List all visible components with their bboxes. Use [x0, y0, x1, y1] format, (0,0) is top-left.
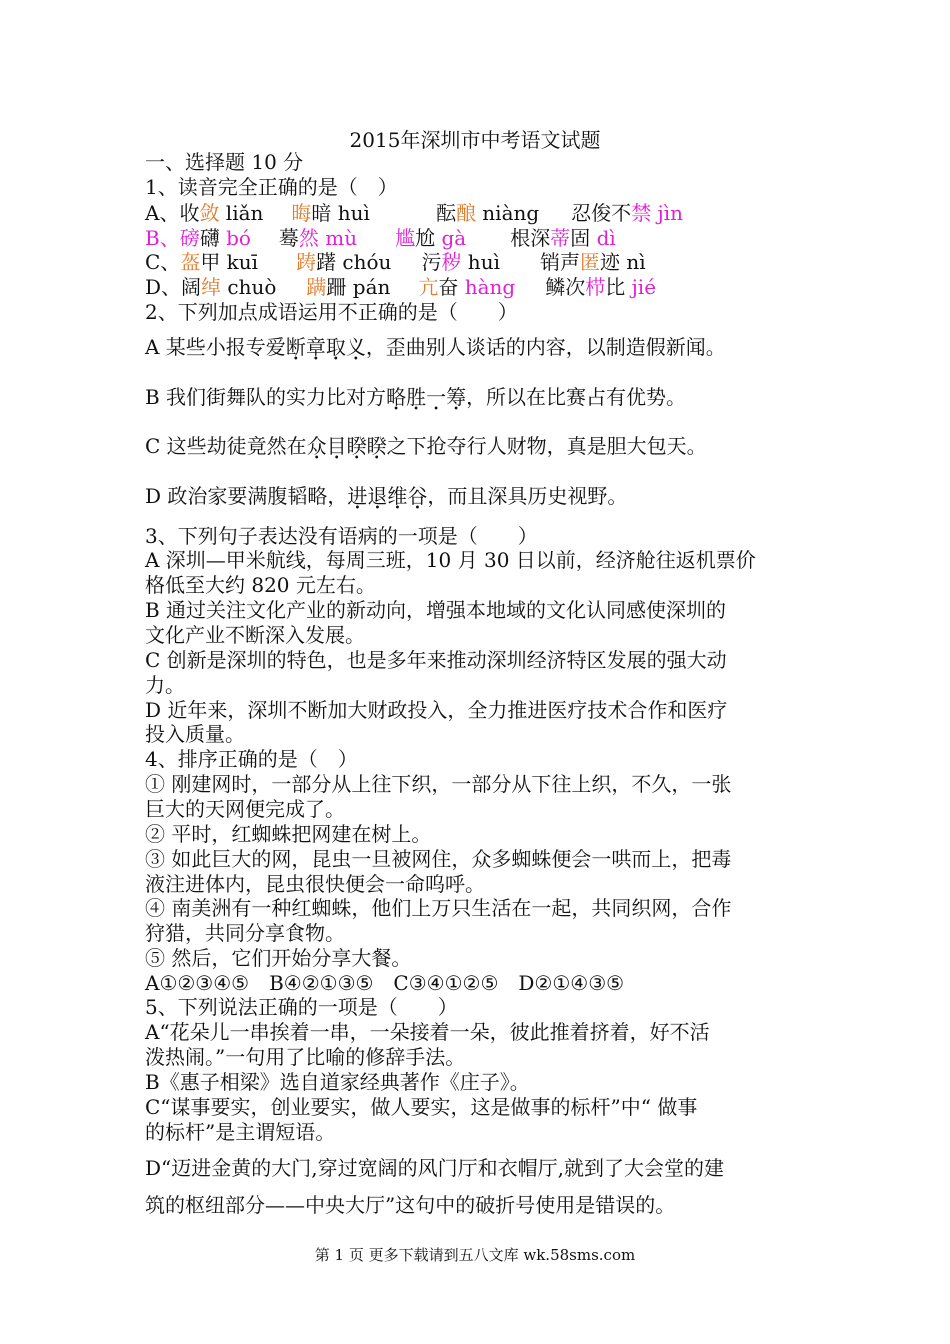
page-footer: 第 1 页 更多下载请到五八文库 wk.58sms.com — [314, 1246, 636, 1264]
q5-line: D“迈进金黄的大门,穿过宽阔的风门厅和衣帽厅,就到了大会堂的建 — [145, 1156, 724, 1180]
q3-line: C 创新是深圳的特色，也是多年来推动深圳经济特区发展的强大动 — [145, 648, 727, 672]
emphasis-dot-char: 进 — [347, 484, 368, 508]
emphasis-dot-char: 胜 — [406, 385, 427, 409]
q3-line: 力。 — [145, 673, 185, 697]
q3-line: D 近年来，深圳不断加大财政投入，全力推进医疗技术合作和医疗 — [145, 698, 728, 722]
q4-line: ② 平时，红蜘蛛把网建在树上。 — [145, 822, 432, 846]
q5-line: 筑的枢纽部分——中央大厅”这句中的破折号使用是错误的。 — [145, 1193, 676, 1217]
q1-option-c: C、盔甲 kuī 踌躇 chóu 污秽 huì 销声匿迹 nì — [145, 250, 646, 274]
q3-line: A 深圳—甲米航线，每周三班，10 月 30 日以前，经济舱往返机票价 — [145, 548, 756, 572]
q2-option-b: B 我们街舞队的实力比对方略胜一筹，所以在比赛占有优势。 — [145, 385, 687, 409]
q1-stem: 1、读音完全正确的是（ ） — [145, 175, 398, 199]
q4-line: ① 刚建网时，一部分从上往下织，一部分从下往上织，不久，一张 — [145, 772, 732, 796]
q1-option-d: D、阔绰 chuò 蹒跚 pán 亢奋 hàng 鳞次栉比 jié — [145, 275, 657, 299]
emphasis-dot-char: 章 — [305, 335, 326, 359]
section-heading: 一、选择题 10 分 — [145, 150, 304, 174]
q4-answers: A①②③④⑤ B④②①③⑤ C③④①②⑤ D②①④③⑤ — [145, 971, 625, 995]
emphasis-dot-char: 义 — [345, 335, 366, 359]
dotted-idiom — [386, 385, 466, 409]
emphasis-dot-char: 睽 — [346, 434, 367, 458]
q4-line: ④ 南美洲有一种红蜘蛛，他们上万只生活在一起，共同织网，合作 — [145, 896, 732, 920]
q3-line: 格低至大约 820 元左右。 — [145, 573, 376, 597]
q4-line: 液注进体内，昆虫很快便会一命呜呼。 — [145, 872, 485, 896]
q2-option-c: C 这些劫徒竟然在众目睽睽之下抢夺行人财物，真是胆大包天。 — [145, 434, 707, 458]
emphasis-dot-char: 断 — [285, 335, 306, 359]
q4-line: ⑤ 然后，它们开始分享大餐。 — [145, 946, 412, 970]
emphasis-dot-char: 维 — [387, 484, 408, 508]
q3-line: 文化产业不断深入发展。 — [145, 623, 365, 647]
q4-line: 巨大的天网便完成了。 — [145, 797, 345, 821]
q5-line: B《惠子相梁》选自道家经典著作《庄子》。 — [145, 1070, 530, 1094]
emphasis-dot-char: 睽 — [366, 434, 387, 458]
q3-stem: 3、下列句子表达没有语病的一项是（ ） — [145, 524, 538, 548]
emphasis-dot-char: 众 — [306, 434, 327, 458]
q3-line: B 通过关注文化产业的新动向，增强本地域的文化认同感使深圳的 — [145, 598, 727, 622]
q3-line: 投入质量。 — [145, 722, 245, 746]
q4-line: ③ 如此巨大的网，昆虫一旦被网住，众多蜘蛛便会一哄而上，把毒 — [145, 847, 732, 871]
q5-line: A“花朵儿一串挨着一串，一朵接着一朵，彼此推着挤着，好不活 — [145, 1020, 710, 1044]
dotted-idiom — [307, 434, 387, 458]
q4-stem: 4、排序正确的是（ ） — [145, 747, 358, 771]
emphasis-dot-char: 谷 — [407, 484, 428, 508]
emphasis-dot-char: 略 — [386, 385, 407, 409]
q4-line: 狩猎，共同分享食物。 — [145, 921, 345, 945]
page-title: 2015年深圳市中考语文试题 — [349, 128, 601, 152]
emphasis-dot-char: 目 — [326, 434, 347, 458]
q2-option-a: A 某些小报专爱断章取义，歪曲别人谈话的内容，以制造假新闻。 — [145, 335, 726, 359]
q1-option-b: B、磅礴 bó 蓦然 mù 尴尬 gà 根深蒂固 dì — [145, 226, 616, 250]
emphasis-dot-char: 退 — [367, 484, 388, 508]
q5-stem: 5、下列说法正确的一项是（ ） — [145, 995, 458, 1019]
q5-line: 的标杆”是主谓短语。 — [145, 1120, 336, 1144]
emphasis-dot-char: 取 — [325, 335, 346, 359]
q2-option-d: D 政治家要满腹韬略，进退维谷，而且深具历史视野。 — [145, 484, 628, 508]
q1-option-a: A、收敛 liǎn 晦暗 huì 酝酿 niàng 忍俊不禁 jìn — [145, 201, 684, 225]
q5-line: 泼热闹。”一句用了比喻的修辞手法。 — [145, 1045, 466, 1069]
q2-stem: 2、下列加点成语运用不正确的是（ ） — [145, 300, 518, 324]
dotted-idiom — [347, 484, 427, 508]
dotted-idiom — [286, 335, 366, 359]
q5-line: C“谋事要实，创业要实，做人要实，这是做事的标杆”中“ 做事 — [145, 1095, 698, 1119]
emphasis-dot-char: 一 — [426, 385, 447, 409]
emphasis-dot-char: 筹 — [446, 385, 467, 409]
